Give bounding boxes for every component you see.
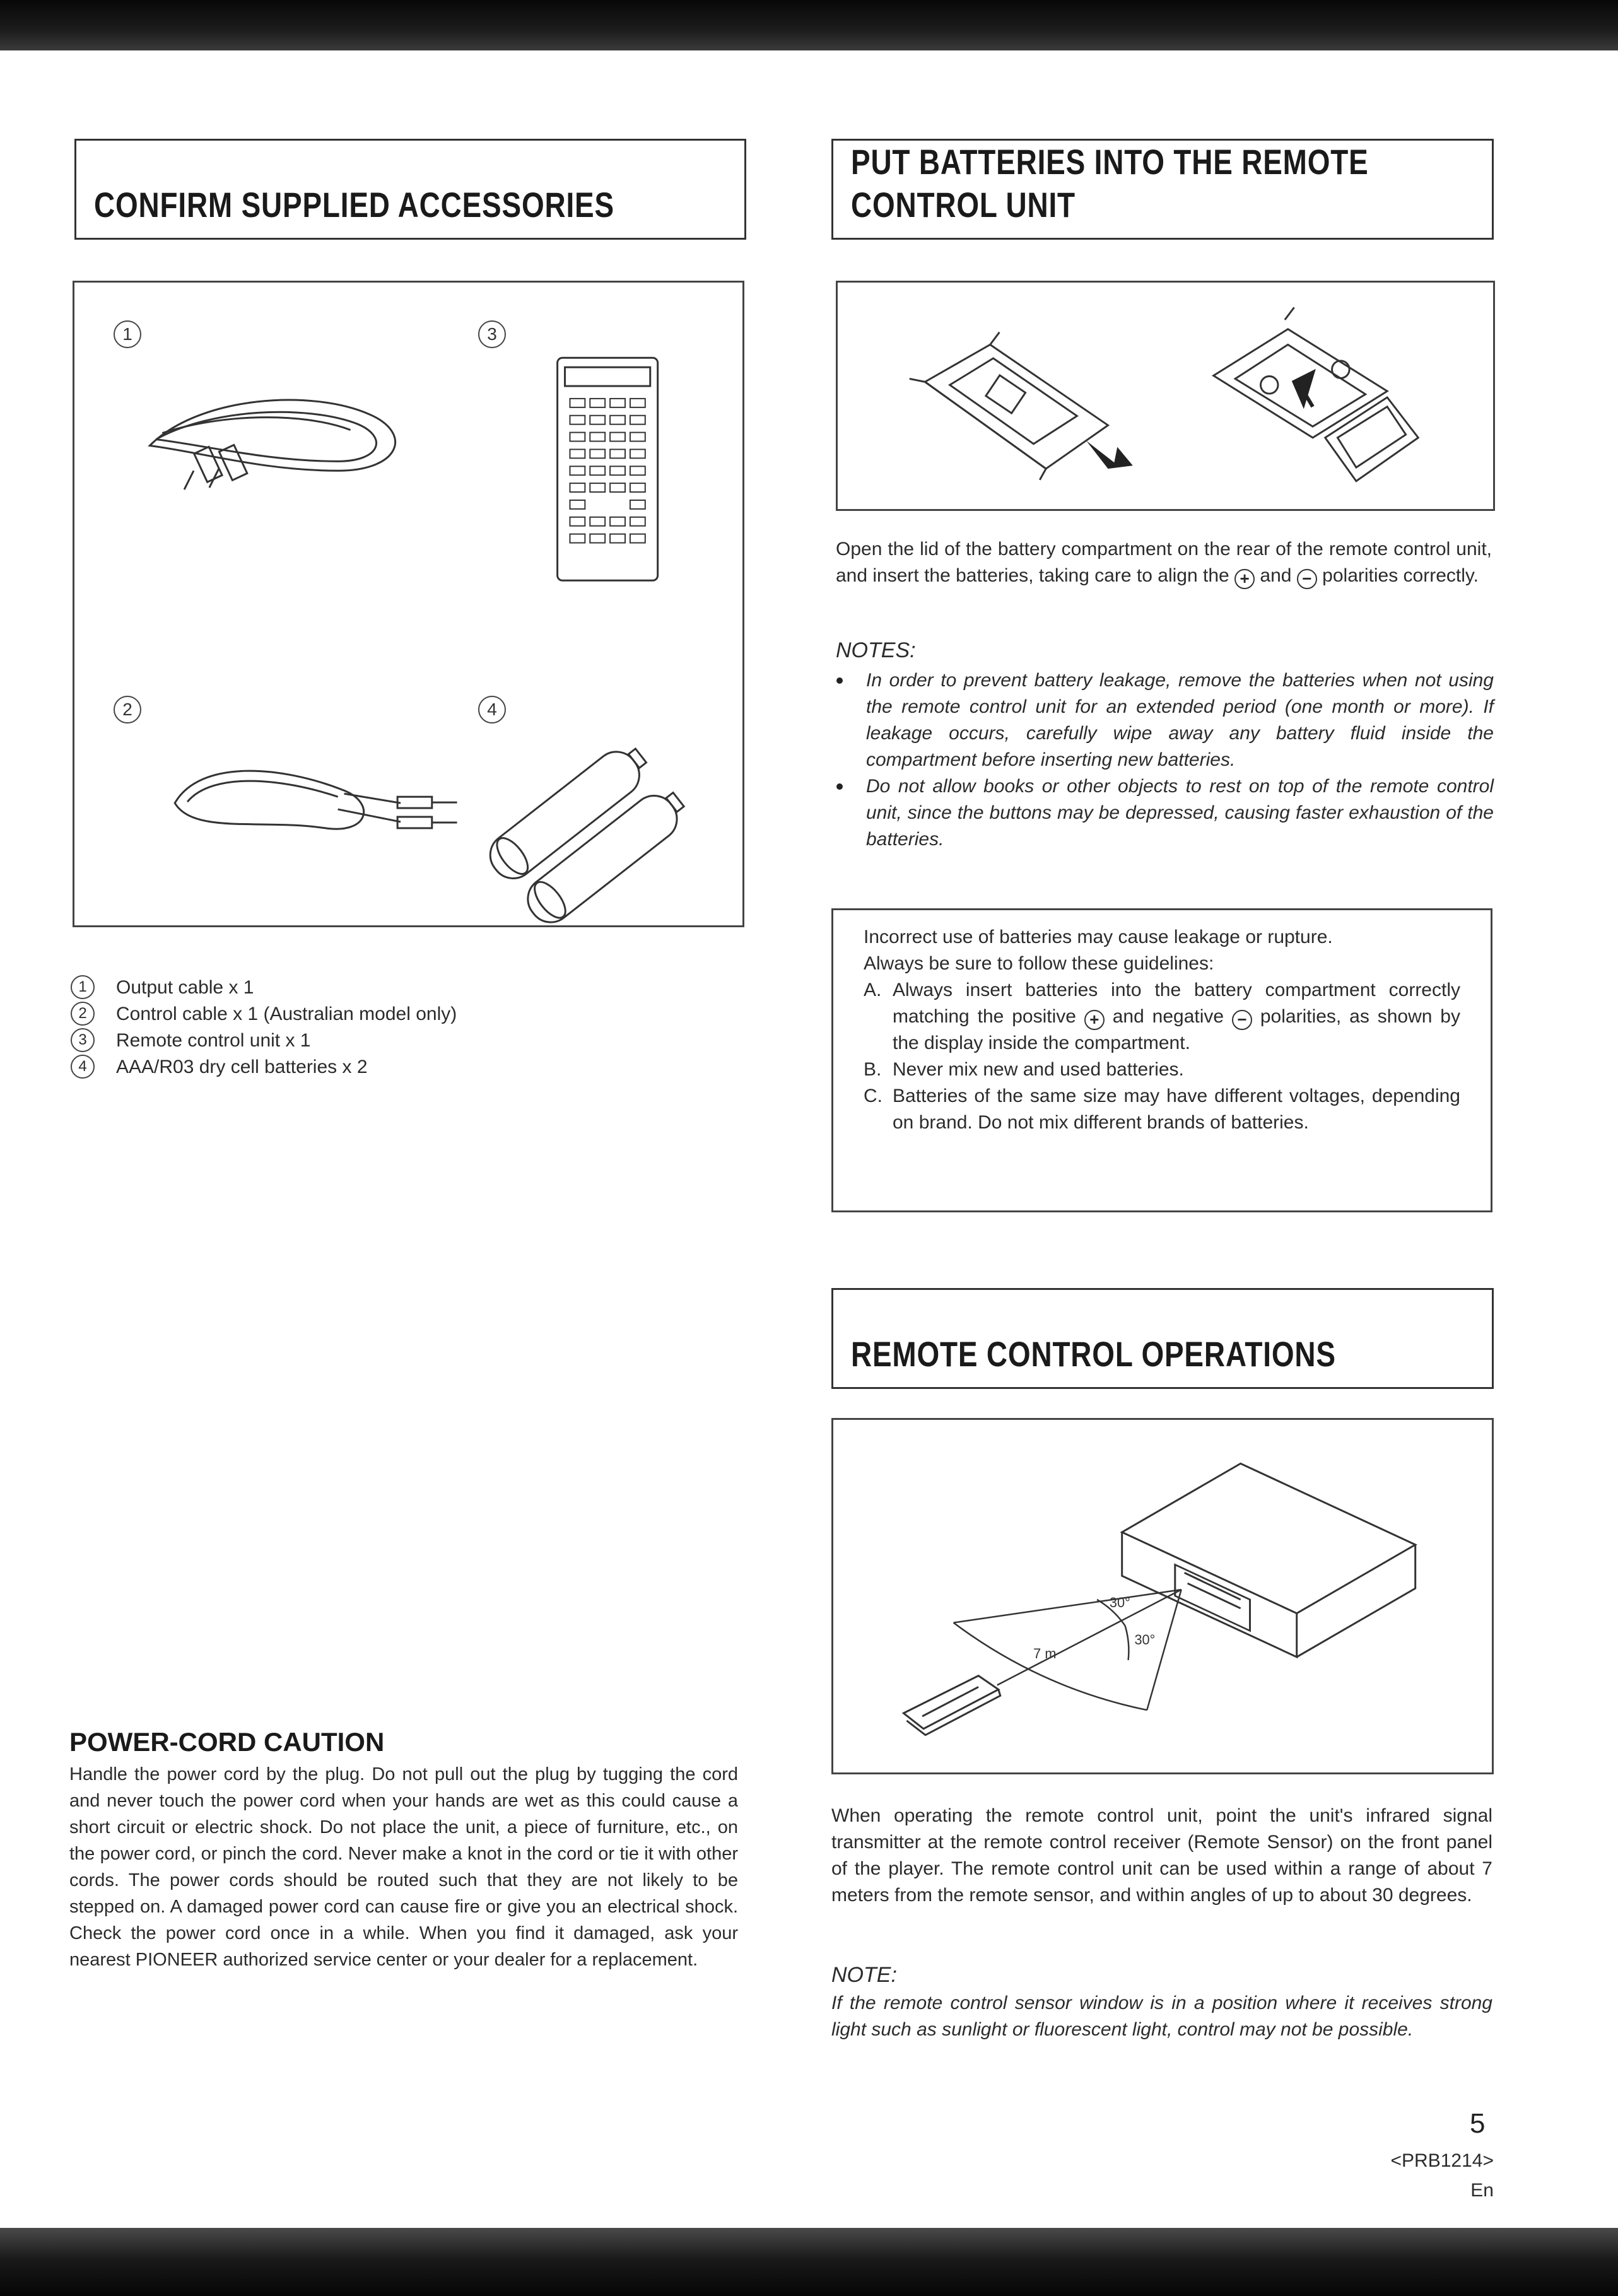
note-item: Do not allow books or other objects to rest on top of the remote control unit, since the buttons may be depressed, causing faster exhaustion of the batteries.: [831, 773, 1494, 853]
battery-illustration: [838, 283, 1493, 509]
range-label: 7 m: [1033, 1645, 1057, 1661]
figure-number-2: 2: [114, 696, 141, 723]
remote-control-drawing: [558, 358, 658, 580]
battery-insertion-figure: [836, 281, 1495, 511]
scan-edge-bottom: [0, 2228, 1618, 2296]
batteries-drawing: [482, 738, 693, 925]
angle-label: 30°: [1134, 1632, 1156, 1648]
output-cable-drawing: [149, 400, 395, 489]
guideline-a: A. Always insert batteries into the battery compartment correctly matching the positive + and negative − polarities, as shown by the display inside the compartment.: [864, 980, 1460, 1053]
figure-number-1: 1: [114, 320, 141, 348]
player-unit-drawing: [1122, 1463, 1416, 1657]
power-cord-heading: POWER-CORD CAUTION: [69, 1727, 385, 1757]
battery-caution-box: [831, 908, 1492, 1212]
remote-note-heading: NOTE:: [831, 1963, 897, 1987]
caution-line: Incorrect use of batteries may cause leakage or rupture.: [864, 927, 1333, 947]
down-arrow-icon: [1086, 441, 1133, 469]
power-cord-body: Handle the power cord by the plug. Do not pull out the plug by tugging the cord and never touch the power cord when your hands are wet as this could cause a short circuit or electric shock. Do not place the unit, a piece of furniture, etc., on the power cord, or pinch the cord. Never make a knot in the cord or tie it with other cords. The power cords should be routed such that they are not likely to be stepped on. A damaged power cord can cause fire or give you an electrical shock. Check the power cord once in a while. When you find it damaged, ask your nearest PIONEER authorized service center or your dealer for a replacement.: [69, 1764, 738, 1970]
guideline-b: B. Never mix new and used batteries.: [864, 1059, 1184, 1080]
note-item: In order to prevent battery leakage, remove the batteries when not using the remote control unit for an extended period (one month or more). If leakage occurs, carefully wipe away any battery fluid inside the compartment before inserting new batteries.: [831, 667, 1494, 773]
figure-number-4: 4: [478, 696, 506, 723]
section-title-accessories: CONFIRM SUPPLIED ACCESSORIES: [74, 139, 746, 240]
accessory-item: 2 Control cable x 1 (Australian model only): [71, 1001, 739, 1028]
remote-range-illustration: [833, 1420, 1492, 1772]
angle-label: 30°: [1109, 1594, 1130, 1610]
item-number: 2: [71, 1002, 95, 1026]
document-code: <PRB1214>: [1390, 2150, 1494, 2171]
accessory-item: 1 Output cable x 1: [71, 975, 739, 1001]
accessory-item: 4 AAA/R03 dry cell batteries x 2: [71, 1054, 739, 1081]
remote-rear-inserted-drawing: [1214, 307, 1419, 481]
plus-polarity-icon: +: [1084, 1010, 1105, 1030]
guideline-c: C. Batteries of the same size may have different voltages, depending on brand. Do not mix different brands of batteries.: [864, 1086, 1460, 1133]
remote-operations-body: When operating the remote control unit, point the unit's infrared signal transmitter at the remote control receiver (Remote Sensor) on the front panel of the player. The remote control unit can be used within a range of about 7 meters from the remote sensor, and within angles of up to about 30 degrees.: [831, 1805, 1492, 1906]
remote-in-hand-drawing: [903, 1676, 1000, 1735]
figure-number-3: 3: [478, 320, 506, 348]
page-number: 5: [1470, 2108, 1486, 2139]
battery-notes-heading: NOTES:: [836, 638, 916, 662]
up-arrow-icon: [1294, 373, 1313, 407]
minus-polarity-icon: −: [1297, 569, 1317, 589]
caution-line: Always be sure to follow these guidelines:: [864, 953, 1214, 974]
language-code: En: [1470, 2180, 1494, 2201]
item-number: 1: [71, 975, 95, 999]
accessory-item: 3 Remote control unit x 1: [71, 1028, 739, 1054]
item-number: 3: [71, 1028, 95, 1052]
item-number: 4: [71, 1055, 95, 1079]
battery-notes: [831, 667, 1494, 853]
remote-operation-figure: [831, 1418, 1494, 1774]
accessories-list: [71, 975, 739, 1081]
minus-polarity-icon: −: [1232, 1010, 1252, 1030]
infrared-range-lines: [954, 1590, 1181, 1710]
control-cable-drawing: [175, 771, 457, 829]
remote-rear-open-drawing: [910, 332, 1108, 480]
plus-polarity-icon: +: [1234, 569, 1255, 589]
accessories-figure: [73, 281, 744, 927]
scan-edge-top: [0, 0, 1618, 50]
battery-instructions: Open the lid of the battery compartment on the rear of the remote control unit, and insert the batteries, taking care to align the + and − polarities correctly.: [836, 539, 1492, 588]
remote-note-text: If the remote control sensor window is in a position where it receives strong light such as sunlight or fluorescent light, control may not be possible.: [831, 1993, 1492, 2040]
section-title-remote-operations: REMOTE CONTROL OPERATIONS: [831, 1288, 1494, 1389]
accessories-illustration: [74, 283, 742, 925]
section-title-batteries: PUT BATTERIES INTO THE REMOTE CONTROL UNIT: [831, 139, 1494, 240]
